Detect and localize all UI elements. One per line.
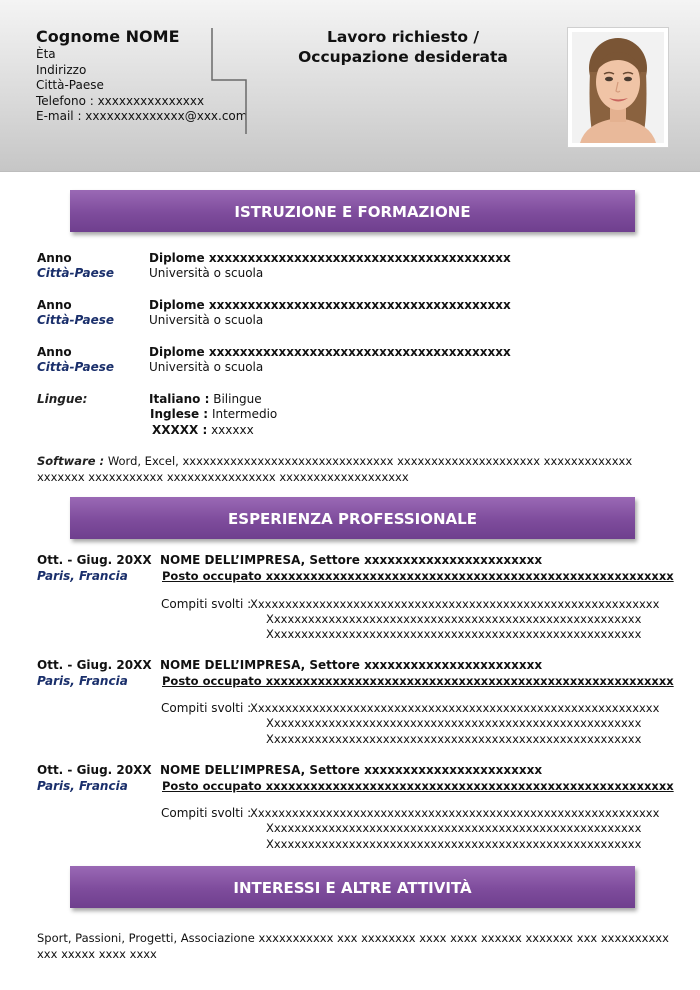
address-line: Indirizzo <box>36 62 87 77</box>
section-title-education: ISTRUZIONE E FORMAZIONE <box>70 190 635 232</box>
education-diploma: Diplome xxxxxxxxxxxxxxxxxxxxxxxxxxxxxxxxxxxxxxx <box>149 345 511 359</box>
task-line: Xxxxxxxxxxxxxxxxxxxxxxxxxxxxxxxxxxxxxxxxxxxxxxxxxxxxxxx <box>266 716 642 730</box>
profile-photo <box>567 27 669 148</box>
task-line: Xxxxxxxxxxxxxxxxxxxxxxxxxxxxxxxxxxxxxxxxxxxxxxxxxxxxxxxxxxxx <box>250 701 660 715</box>
education-place: Città-Paese <box>37 360 115 374</box>
experience-place: Paris, Francia <box>37 674 128 688</box>
software-line: Software : Word, Excel, xxxxxxxxxxxxxxxxxxxxxxxxxxxxxxx xxxxxxxxxxxxxxxxxxxxx xxxxxxxxxxxxx xxxxxxx xxxxxxxxxxx xxxxxxxxxxxxxxxx xxxxxxxxxxxxxxxxxxx <box>37 454 633 484</box>
header-divider <box>211 28 247 134</box>
experience-dates: Ott. - Giug. 20XX <box>37 553 152 567</box>
experience-position: Posto occupato xxxxxxxxxxxxxxxxxxxxxxxxxxxxxxxxxxxxxxxxxxxxxxxxxxxxxxx <box>162 779 674 793</box>
age-line: Èta <box>36 47 56 61</box>
portrait-image <box>572 32 664 143</box>
task-line: Xxxxxxxxxxxxxxxxxxxxxxxxxxxxxxxxxxxxxxxxxxxxxxxxxxxxxxx <box>266 821 642 835</box>
task-line: Xxxxxxxxxxxxxxxxxxxxxxxxxxxxxxxxxxxxxxxxxxxxxxxxxxxxxxxxxxxx <box>250 597 660 611</box>
language-english: Inglese : Intermedio <box>150 407 278 421</box>
phone-line: Telefono : xxxxxxxxxxxxxxx <box>36 93 205 108</box>
experience-company: NOME DELL’IMPRESA, Settore xxxxxxxxxxxxxxxxxxxxxxx <box>160 553 543 567</box>
education-place: Città-Paese <box>37 266 115 280</box>
tasks-label: Compiti svolti : <box>161 597 252 611</box>
education-year: Anno <box>37 345 72 359</box>
experience-position: Posto occupato xxxxxxxxxxxxxxxxxxxxxxxxxxxxxxxxxxxxxxxxxxxxxxxxxxxxxxx <box>162 674 674 688</box>
education-school: Università o scuola <box>149 360 264 374</box>
city-line: Città-Paese <box>36 78 104 92</box>
experience-position: Posto occupato xxxxxxxxxxxxxxxxxxxxxxxxxxxxxxxxxxxxxxxxxxxxxxxxxxxxxxx <box>162 569 674 583</box>
education-diploma: Diplome xxxxxxxxxxxxxxxxxxxxxxxxxxxxxxxxxxxxxxx <box>149 251 511 265</box>
task-line: Xxxxxxxxxxxxxxxxxxxxxxxxxxxxxxxxxxxxxxxxxxxxxxxxxxxxxxx <box>266 732 642 746</box>
interests-text: Sport, Passioni, Progetti, Associazione xxxxxxxxxxx xxx xxxxxxxx xxxx xxxx xxxxxx xxxxxxx xxx xxxxxxxxxx xxx xxxxx xxxx xxxx <box>37 931 669 961</box>
candidate-name: Cognome NOME <box>36 27 180 46</box>
experience-company: NOME DELL’IMPRESA, Settore xxxxxxxxxxxxxxxxxxxxxxx <box>160 658 543 672</box>
education-school: Università o scuola <box>149 266 264 280</box>
education-diploma: Diplome xxxxxxxxxxxxxxxxxxxxxxxxxxxxxxxxxxxxxxx <box>149 298 511 312</box>
task-line: Xxxxxxxxxxxxxxxxxxxxxxxxxxxxxxxxxxxxxxxxxxxxxxxxxxxxxxxxxxxx <box>250 806 660 820</box>
task-line: Xxxxxxxxxxxxxxxxxxxxxxxxxxxxxxxxxxxxxxxxxxxxxxxxxxxxxxx <box>266 612 642 626</box>
experience-place: Paris, Francia <box>37 779 128 793</box>
language-italian: Italiano : Bilingue <box>149 392 262 406</box>
experience-dates: Ott. - Giug. 20XX <box>37 763 152 777</box>
experience-company: NOME DELL’IMPRESA, Settore xxxxxxxxxxxxxxxxxxxxxxx <box>160 763 543 777</box>
email-line: E-mail : xxxxxxxxxxxxxx@xxx.com <box>36 109 248 123</box>
task-line: Xxxxxxxxxxxxxxxxxxxxxxxxxxxxxxxxxxxxxxxxxxxxxxxxxxxxxxx <box>266 837 642 851</box>
experience-place: Paris, Francia <box>37 569 128 583</box>
tasks-label: Compiti svolti : <box>161 806 252 820</box>
job-title: Lavoro richiesto / Occupazione desiderata <box>298 28 508 66</box>
language-other: XXXXX : xxxxxx <box>152 423 254 437</box>
section-title-interests: INTERESSI E ALTRE ATTIVITÀ <box>70 866 635 908</box>
section-title-experience: ESPERIENZA PROFESSIONALE <box>70 497 635 539</box>
education-year: Anno <box>37 298 72 312</box>
experience-dates: Ott. - Giug. 20XX <box>37 658 152 672</box>
task-line: Xxxxxxxxxxxxxxxxxxxxxxxxxxxxxxxxxxxxxxxxxxxxxxxxxxxxxxx <box>266 627 642 641</box>
education-school: Università o scuola <box>149 313 264 327</box>
tasks-label: Compiti svolti : <box>161 701 252 715</box>
languages-label: Lingue: <box>37 392 88 406</box>
cv-header <box>0 0 700 172</box>
education-place: Città-Paese <box>37 313 115 327</box>
education-year: Anno <box>37 251 72 265</box>
